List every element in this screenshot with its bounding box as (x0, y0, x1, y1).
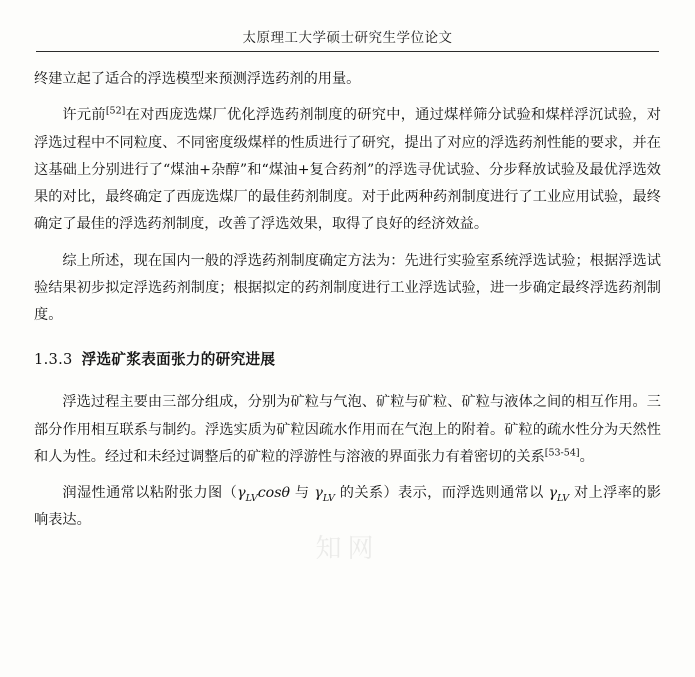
symbol-gamma-1: γ (237, 485, 246, 502)
paragraph-spacer (34, 471, 661, 480)
section-spacer (34, 329, 661, 342)
document-body (34, 52, 661, 535)
symbol-gamma-1-subscript: LV (245, 493, 258, 505)
paragraph-xu-text: 在对西庞选煤厂优化浮选药剂制度的研究中，通过煤样筛分试验和煤样浮沉试验，对浮选过程中不同粒度、不同密度级煤样的性质进行了研究，提出了对应的浮选药剂性能的要求，并在这基础上分别进行了“煤油+杂醇”和“煤油+复合药剂”的浮选寻优试验、分步释放试验及最优浮选效果的对比，最终确定了西庞选煤厂的最佳药剂制度。对于此两种药剂制度进行了工业应用试验，最终确定了最佳的浮选药剂制度，改善了浮选效果，取得了良好的经济效益。 (34, 107, 661, 233)
paragraph-wettability (34, 480, 661, 535)
paragraph-spacer (34, 93, 661, 102)
wettability-text-2: 与 (290, 485, 315, 502)
section-heading-1-3-3 (34, 342, 661, 376)
reference-marker-53-54: [53-54] (544, 447, 580, 459)
symbol-gamma-3-subscript: LV (557, 493, 570, 505)
paragraph-flotation-text: 浮选过程主要由三部分组成，分别为矿粒与气泡、矿粒与矿粒、矿粒与液体之间的相互作用。三部分作用相互联系与制约。浮选实质为矿粒因疏水作用而在气泡上的附着。矿粒的疏水性分为天然性和人为性。经过和未经过调整后的矿粒的浮游性与溶液的界面张力有着密切的关系 (34, 394, 661, 465)
wettability-text-3: 的关系）表示，而浮选则通常以 (334, 485, 549, 502)
wettability-text-4: 对上浮率的影响表达。 (34, 485, 661, 529)
paragraph-flotation-process (34, 389, 661, 471)
wettability-text-1: 润湿性通常以粘附张力图（ (62, 485, 238, 502)
paragraph-continuation: 终建立起了适合的浮选模型来预测浮选药剂的用量。 (34, 71, 361, 87)
reference-marker-52: [52] (105, 105, 126, 117)
symbol-gamma-2: γ (314, 485, 323, 502)
symbol-costheta: cosθ (257, 485, 291, 502)
paragraph-spacer (34, 239, 661, 248)
symbol-gamma-2-subscript: LV (322, 493, 335, 505)
paragraph-flotation-tail: 。 (579, 448, 594, 465)
section-number: 1.3.3 (34, 351, 73, 369)
paragraph-xu-research (34, 102, 661, 238)
symbol-gamma-3: γ (548, 485, 558, 502)
running-title-text: 太原理工大学硕士研究生学位论文 (242, 30, 453, 46)
section-title: 浮选矿浆表面张力的研究进展 (81, 351, 276, 369)
page-running-header (34, 0, 661, 51)
watermark-text: 知网 (315, 534, 380, 564)
paragraph-summary: 综上所述，现在国内一般的浮选药剂制度确定方法为：先进行实验室系统浮选试验；根据浮选试验结果初步拟定浮选药剂制度；根据拟定的药剂制度进行工业浮选试验，进一步确定最终浮选药剂制度。 (34, 252, 661, 324)
citation-author-xu: 许元前 (62, 107, 106, 124)
section-spacer (34, 376, 661, 389)
